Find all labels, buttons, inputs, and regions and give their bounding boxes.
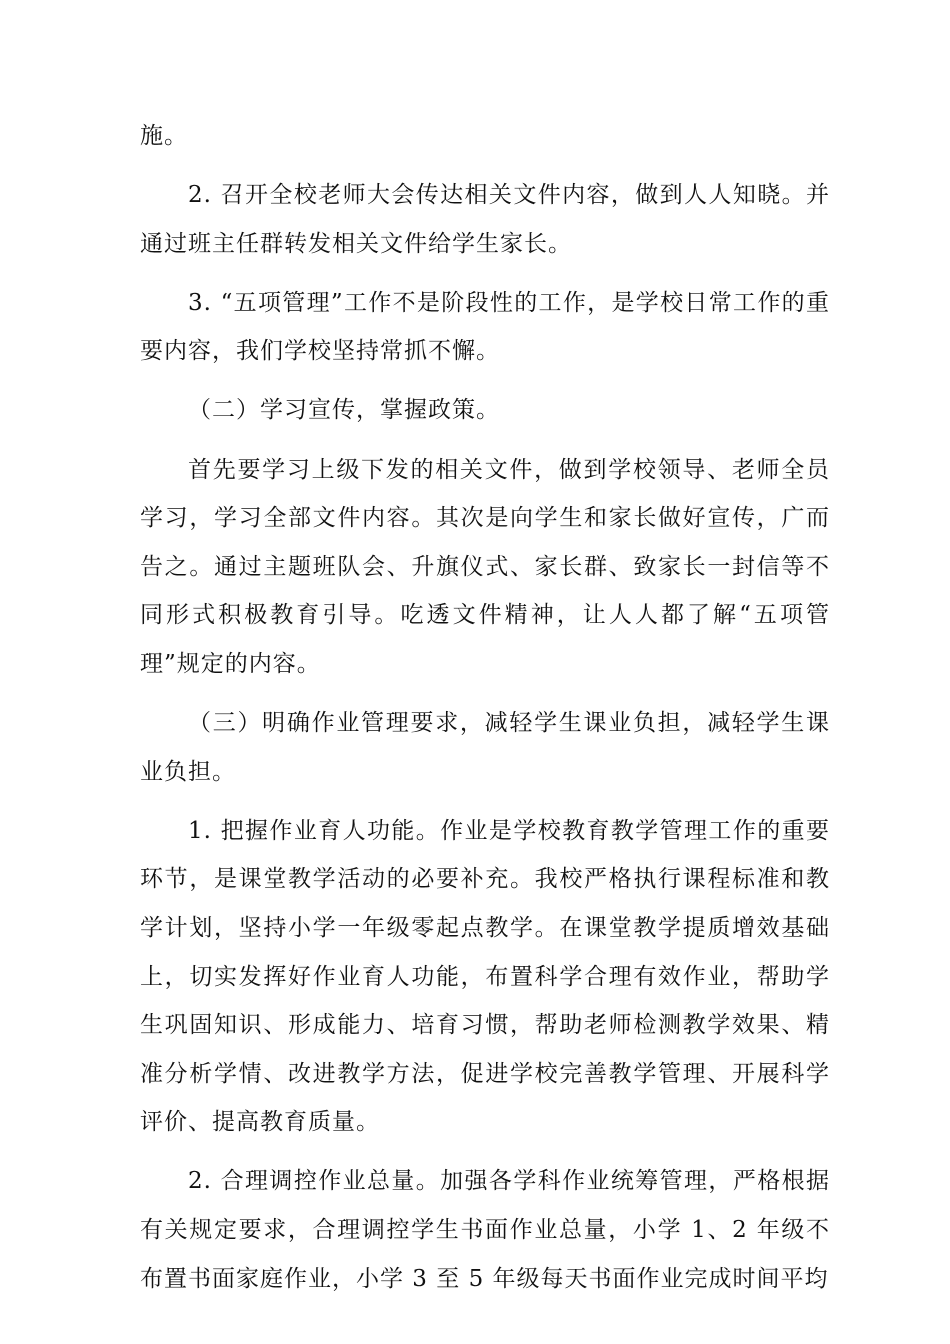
paragraph-homework-function: 1. 把握作业育人功能。作业是学校教育教学管理工作的重要环节，是课堂教学活动的必要补充。我校严格执行课程标准和教学计划，坚持小学一年级零起点教学。在课堂教学提质增效基础上，切实发挥好作业育人功能，布置科学合理有效作业，帮助学生巩固知识、形成能力、培育习惯，帮助老师检测教学效果、精准分析学情、改进教学方法，促进学校完善教学管理、开展科学评价、提高教育质量。 bbox=[140, 817, 830, 1136]
paragraph-study-publicity: 首先要学习上级下发的相关文件，做到学校领导、老师全员学习，学习全部文件内容。其次是向学生和家长做好宣传，广而告之。通过主题班队会、升旗仪式、家长群、致家长一封信等不同形式积极教育引导。吃透文件精神，让人人都了解“五项管理”规定的内容。 bbox=[140, 456, 830, 677]
section-heading-3: （三）明确作业管理要求，减轻学生课业负担，减轻学生课业负担。 bbox=[140, 710, 830, 785]
paragraph-homework-amount: 2. 合理调控作业总量。加强各学科作业统筹管理，严格根据有关规定要求，合理调控学生书面作业总量，小学 1、2 年级不布置书面家庭作业，小学 3 至 5 年级每天书面作业完成时间平均 bbox=[140, 1168, 830, 1292]
section-heading-2: （二）学习宣传，掌握政策。 bbox=[188, 397, 500, 424]
paragraph-item-2: 2. 召开全校老师大会传达相关文件内容，做到人人知晓。并通过班主任群转发相关文件给学生家长。 bbox=[140, 182, 830, 257]
paragraph-continuation: 施。 bbox=[140, 123, 188, 149]
document-body bbox=[140, 112, 830, 1314]
paragraph-item-3: 3. “五项管理”工作不是阶段性的工作，是学校日常工作的重要内容，我们学校坚持常抓不懈。 bbox=[140, 289, 830, 365]
